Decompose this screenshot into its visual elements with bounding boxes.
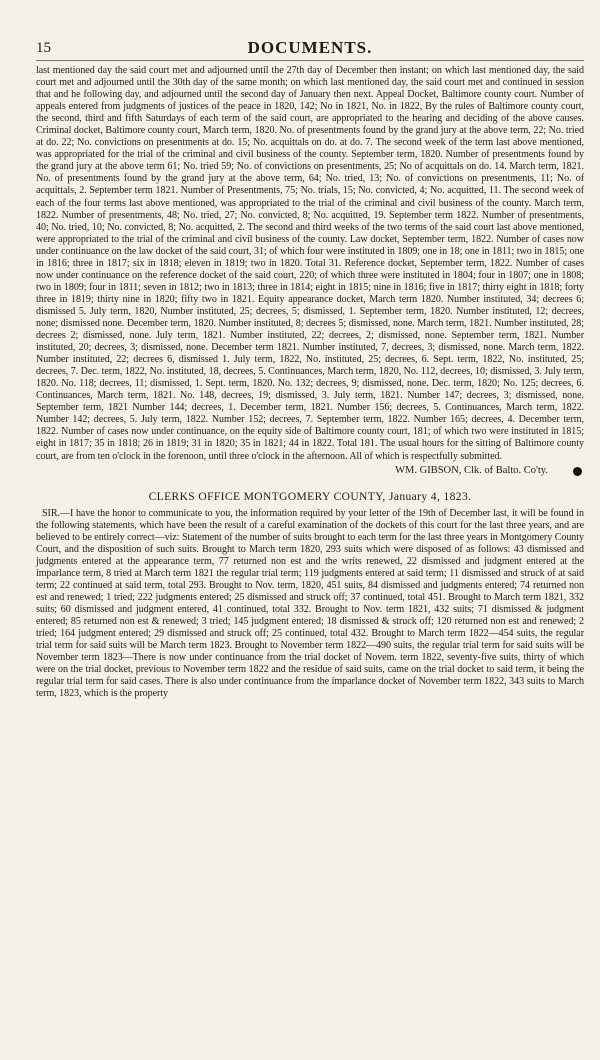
baltimore-report-body: last mentioned day the said court met and adjourned until the 27th day of December then instant; on which last mentioned day, the said court met and adjourned until the 30th day of the same month; on which last mentioned day, the said court met and continued in session that and he following day, and adjourned until the second day of January then next. Appeal Docket, Baltimore county court. Number of appeals entered from judgments of justices of the peace in 1820, 142; No in 1821, No. in 1822, By the rules of Baltimore county court, the second, third and fifth Saturdays of each term of the said court, are appropriated to the hearing and deciding of the above causes. Criminal docket, Baltimore county court, March term, 1820. No. of presentments found by the grand jury at the above term, 22; No. tried at do. 22; No. convictions on presentments at do. 15; No. acquittals on do. at do. 7. The second week of the term last above mentioned, was appropriated for the trial of the criminal and civil business of the county. September term, 1820. Number of presentments found by the grand jury at the above term 61; No. tried 59; No. of convictions on presentments, 25; No of acquittals on do. 14. March term, 1821. No. of presentments found by the grand jury at the above term, 64; No. tried, 13; No. of convictions on presentments, 11; No. of acquittals, 2. September term 1821. Number of Presentments, 75; No. trials, 15; No. convicted, 4; No. acquitted, 11. The second week of each of the four terms last above mentioned, was appropriated to the trial of the criminal and civil business of the county. March term, 1822. Number of presentments, 48; No. tried, 27; No. convicted, 8; No. acquitted, 19. September term 1822. Number of presentments, 40; No. tried, 10; No. convicted, 8; No. acquitted, 2. The second and third weeks of the two terms of the said court last above mentioned, were appropriated to the trial of the criminal and civil business of the county. Law docket, September term, 1822. Number of cases now under continuance on the law docket of the said court, 31; of which four were instituted in 1809; one in 18; one in 1811; two in 1815; one in 1816; three in 1817; six in 1818; eleven in 1819; two in 1820. Total 31. Reference docket, September term, 1822. Number of cases now under continuance on the reference docket of the said court, 220; of which three were instituted in 1804; four in 1807; one in 1808; two in 1809; four in 1811; seven in 1812; two in 1813; three in 1814; eight in 1815; nine in 1816; five in 1817; thirty eight in 1818; forty three in 1819; thirty nine in 1820; fifty two in 1821. Equity appearance docket, March term 1820. Number instituted, 34; decrees 6; dismissed 5. July term, 1820, Number instituted, 25; decrees, 5; dismissed, 1. September term, 1820. Number instituted, 12; decrees, none; dismissed none. December term, 1820. Number instituted, 8; decrees 5; dismissed, none. March term, 1821. Number instituted, 28; decrees 2; dismissed, none. July term, 1821. Number instituted, 22; decrees, 2; dismissed, none. September term, 1821. Number instituted, 20; decrees, 3; dismissed, none. December term 1821. Number instituted, 7, decrees, 3; dismissed, none. March term, 1822. Number instituted, 22; decrees 6, dismissed 1. July term, 1822, No. instituted, 25; decrees, 6. Sept. term, 1822, No. instituted, 25; decrees, 7. Dec. term, 1822, No. instituted, 18, decrees, 5. Continuances, March term, 1820, No. 112, decrees, 10; dismissed, 3. July term, 1820. No. 118; decrees, 11; dismissed, 1. Sept. term, 1820. No. 132; decrees, 9; dismissed, none. Dec. term, 1820; No. 125; decrees, 6. Continuances, March term, 1821. No. 148, decrees, 19; dismissed, 3. July term, 1821. Number 147; decrees, 3; dismissed, none. September term, 1821 Number 144; decrees, 1. December term, 1821. Number 156; decrees, 5. Continuances, March term, 1822. Number 142; decrees, 5. July term, 1822. Number 152; decrees, 7. September term, 1822. Number 165; decrees, 4. December term, 1822. Number of cases now under continuance, on the equity side of Baltimore county court, 181; of which two were instituted in 1815; eight in 1817; 35 in 1818; 26 in 1819; 31 in 1820; 35 in 1821; 44 in 1822. Total 181. The usual hours for the sitting of Baltimore county court, are from ten o'clock in the forenoon, until three o'clock in the afternoon. All of which is respectfully submitted. xyxy=(36,65,584,462)
ink-blot-mark xyxy=(573,467,582,476)
document-page xyxy=(36,38,584,700)
montgomery-letter-body: SIR.—I have the honor to communicate to you, the information required by your letter of the 19th of December last, it will be found in the following statements, which have been the result of a careful examination of the dockets of this court for the last three years, and are believed to be entirely correct—viz: Statement of the number of suits brought to each term for the last three years in Montgomery County Court, and the disposition of such suits. Brought to March term 1820, 293 suits which were disposed of as follows: 43 dismissed and judgments entered at the appearance term, 77 returned non est and the writs renewed, 22 dismissed and judgment entered at the imparlance term, 8 tried at March term 1821 the regular trial term; 119 judgments entered at said term; 11 dismissed and struck of at said term; 22 continued at said term, total 293. Brought to Nov. term, 1820, 451 suits, 84 dismissed and judgments entered; 74 returned non est and renewed; 1 tried; 222 judgments entered; 25 dismissed and struck off; 37 continued, total 451. Brought to March term 1821, 332 suits; 60 dismissed and judgment entered, 41 continued, total 332. Brought to Nov. term 1821, 432 suits; 71 dismissed & judgment entered; 85 returned non est & renewed; 3 tried; 145 judgment entered; 18 dismissed & struck off; 120 returned non est and renewed; 2 tried; 164 judgment entered; 29 dismissed and struck off; 25 continued, total 432. Brought to March term 1822—454 suits, the regular trial term for said suits will be March term 1823. Brought to November term 1822—490 suits, the regular trial term for said suits will be November term 1823—There is now under continuance from the trial docket of Novem. term 1822, seventy-five suits, thirty of which were on the trial docket, previous to November term 1822 and the residue of said suits, came on the trial docket to said term, it being the regular trial term for said cases. There is also under continuance from the imparlance docket of November term 1822, 343 suits to March term, 1823, which is the property xyxy=(36,507,584,700)
running-title: DOCUMENTS. xyxy=(247,38,373,57)
page-number: 15 xyxy=(36,40,51,56)
clerk-signature: WM. GIBSON, Clk. of Balto. Co'ty. xyxy=(395,464,548,476)
montgomery-letter-heading: CLERKS OFFICE MONTGOMERY COUNTY, January 4, 1823. xyxy=(148,490,472,503)
signature-line xyxy=(36,464,584,478)
page-header xyxy=(36,38,584,61)
